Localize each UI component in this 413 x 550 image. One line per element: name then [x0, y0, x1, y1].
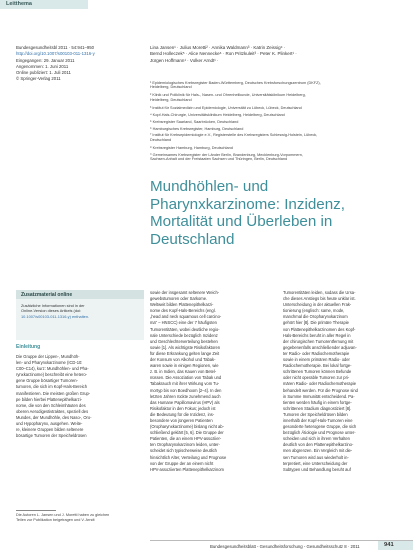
- article-title: [150, 178, 400, 248]
- body-text-line: „head and neck squamous cell carcino-: [150, 314, 222, 320]
- rubric-label: Leitthema: [6, 1, 32, 7]
- body-text-line: schließend geklärt [5, 6]. Die Gruppe der: [150, 430, 224, 436]
- body-text-line: der Konsum von Alkohol und Tabak-: [150, 357, 216, 363]
- body-text-line: che dieses Anstiegs bis heute unklar ist.: [283, 296, 356, 302]
- publication-meta: [16, 45, 146, 83]
- body-text-line: gehört hier [8]. Die primäre Therapie: [283, 320, 349, 326]
- affiliation-line-cont: Heidelberg, Deutschland: [150, 85, 192, 90]
- supplementary-heading: Zusatzmaterial online: [21, 291, 73, 298]
- page-number: 941: [384, 542, 394, 548]
- body-text-line: Tumorentitäten leiden, sodass die Ursa-: [283, 290, 356, 295]
- rubric-bar: [0, 0, 88, 9]
- body-text-line: behandelt werden. Für die Prognose sind: [283, 387, 358, 393]
- author-line: Lina Jansen¹ · Julius Moretti² · Annika Waldmann³ · Katrin Zeissig⁴ ·: [150, 45, 286, 50]
- body-text-line: ma“ – HNSCC) eine der 7 häufigsten: [150, 320, 217, 326]
- doi-link[interactable]: http://doi.org/10.1007/s00103-011-1316-y: [16, 51, 95, 57]
- body-text-line: z. B. in Indien, das Kauen von Betel-: [150, 369, 217, 375]
- body-text-line: gesonderte heterogene Gruppe, die sich: [283, 424, 357, 430]
- received-date: Eingegangen: 29. Januar 2011: [16, 57, 75, 63]
- body-text-line: scheidet sich typischerweise deutlich: [150, 448, 217, 454]
- body-text-line: innerhalb der Kopf-Hals-Tumoren eine: [283, 417, 353, 423]
- affiliation-line-cont: Heidelberg, Deutschland: [150, 97, 192, 102]
- author-line: Jürgen Hoffmann¹ · Volker Arndt¹ ·: [150, 57, 219, 63]
- affiliation-line-cont: Sachsen-Anhalt und der Freistaaten Sachsen und Thüringen, Berlin, Deutschland: [150, 157, 288, 162]
- body-text-line: die Bedeutung für die Inzidenz, ins-: [150, 411, 215, 417]
- body-text-line: das Humane Papillomavirus (HPV) als: [150, 399, 220, 405]
- body-text-line: mortyp bis von Boedhoom [2–4]. In den: [150, 387, 222, 393]
- supplementary-box: [16, 290, 144, 340]
- body-text-line: schrittenen Tumoren können Befunde: [283, 369, 352, 375]
- footer-divider: [150, 540, 413, 541]
- body-text-line: gewebstumoren oder Sarkome.: [150, 296, 208, 302]
- body-text-line: Radiochemotherapie. Bei lokal fortge-: [283, 363, 352, 369]
- footnote-line: Teilen zur Publikation beigetragen und V. Arndt: [16, 518, 95, 522]
- body-text-line: gene Gruppe bösartiger Tumoren-: [16, 378, 78, 384]
- copyright-line: © Springer-Verlag 2011: [16, 76, 61, 82]
- body-text-line: hinsichtlich Alter, Verteilung und Prognose: [150, 454, 227, 460]
- affiliation-line: ² Klinik und Poliklinik für Hals-, Nasen- und Ohrenheilkunde, Universitätsklinikum Heidelberg,: [150, 93, 306, 98]
- body-text-line: sen Tumoren wird aus wiederholt in-: [283, 454, 349, 460]
- body-text-line: bösartige Tumoren der Speicheldrüsen: [16, 433, 87, 439]
- body-text-line: in Summe Immunität entscheidend. Pa-: [283, 393, 355, 399]
- body-text-line: besondere von jüngeren Patienten: [150, 417, 213, 423]
- title-line: Mortalität und Überleben in: [150, 213, 333, 230]
- body-text-line: von Plattenepithelkarzinomen des Kopf-: [283, 326, 356, 332]
- body-text-line: Mundes, der Mundhöhle, des Naso-, Oro-: [16, 414, 92, 420]
- body-text-line: sowie [1]. Als wichtigste Risikofaktoren: [150, 344, 221, 350]
- body-text-line: ten Oropharynxkarzinom leiden, unter-: [150, 442, 220, 448]
- body-text-line: nome des Kopf-Hals-Bereichs (engl.: [150, 308, 216, 314]
- body-column-1: [16, 354, 134, 439]
- body-text-line: pe bilden hierbei Plattenepithelkarzi-: [16, 396, 82, 402]
- body-text-line: nüssen. Die Assoziation von Tabak und: [150, 375, 222, 381]
- body-text-line: Risikofaktor in den Fokus; jedoch ist: [150, 405, 216, 411]
- affiliation-line: ¹ Epidemiologisches Krebsregister Baden-Württemberg, Deutsches Krebsforschungszentrum (DKFZ),: [150, 81, 321, 85]
- affiliation-list: [150, 80, 395, 164]
- accepted-date: Angenommen: 1. Juni 2011: [16, 63, 69, 69]
- body-column-3: [283, 290, 401, 473]
- body-text-line: und Geschlechterverteilung bestehen: [150, 338, 218, 344]
- body-text-line: waren sowie in einigen Regionen, wie: [150, 363, 219, 369]
- body-text-line: re, kleinere Gruppen bilden seltenere: [16, 427, 84, 433]
- body-text-line: nale Unterschiede bezüglich Inzidenz: [150, 332, 218, 338]
- title-line: Mundhöhlen- und: [150, 178, 269, 195]
- body-text-line: Subtypen und Behandlung beruht auf: [283, 466, 351, 472]
- journal-citation: Bundesgesundheitsbl 2011 · 54:941–950: [16, 45, 95, 50]
- footnote-line: Die Autoren L. Jansen und J. Moretti haben zu gleichen: [16, 513, 110, 517]
- body-text-line: sowie der insgesamt seltenere Weich-: [150, 290, 220, 295]
- body-text-line: gegebenenfalls anschließender adjuvan-: [283, 344, 357, 350]
- body-text-line: bezüglich Ätiologie und Prognose unter-: [283, 430, 356, 436]
- body-text-line: Die Gruppe der Lippen-, Mundhöh-: [16, 354, 80, 359]
- supplementary-header: [16, 290, 144, 299]
- affiliation-line: ⁹ Gemeinsames Krebsregister der Länder Berlin, Brandenburg, Mecklenburg-Vorpommern,: [150, 152, 303, 157]
- title-line: Deutschland: [150, 230, 235, 248]
- affiliation-line: ⁴ Kopf-Hals-Chirurgie, Universitätsklinikum Heidelberg, Heidelberg, Deutschland: [150, 112, 285, 117]
- supplementary-doi-link[interactable]: 10.1007/s00103-011-1316-y) enthalten.: [21, 313, 90, 319]
- affiliation-line: ⁶ Hamburgisches Krebsregister, Hamburg, Deutschland: [150, 126, 244, 131]
- body-text-line: oder nicht operable Tumoren zur pri-: [283, 375, 350, 381]
- body-text-line: ter Radio- oder Radiochemotherapie: [283, 350, 350, 356]
- affiliation-line: ⁵ Krebsregister Saarland, Saarbrücken, Deutschland: [150, 119, 239, 124]
- body-text-line: terpretiert, eine Unterscheidung der: [283, 460, 348, 466]
- body-text-line: Hals-Bereichs beruht in aller Regel in: [283, 332, 351, 338]
- body-text-line: Tabakrauch mit ihrer Wirkung vom Tu-: [150, 381, 220, 387]
- author-line: Bernd Holleczek⁵ · Alice Nennecke⁶ · Ron Pritzkuleit³ · Peter K. Plinkert¹ ·: [150, 51, 297, 57]
- body-text-line: scheiden und sich in ihrem Verhalten: [283, 436, 350, 442]
- body-text-line: von der Gruppe der an einem nicht: [150, 460, 214, 466]
- body-text-line: Patienten, die an einem HPV-assoziier-: [150, 436, 222, 442]
- supplementary-line: Zusätzliche Informationen sind in der: [21, 303, 85, 308]
- body-text-line: Unterscheidung in der aktuellen Frak-: [283, 302, 352, 308]
- affiliation-line: ⁷ Institut für Krebsepidemiologie e.V., Registerstelle des Krebsregisters Schleswig-Holstein, Lübeck,: [150, 133, 318, 138]
- affiliation-line-cont: Deutschland: [150, 137, 172, 142]
- body-text-line: der chirurgischen Tumorentfernung mit: [283, 338, 354, 344]
- footnote-divider: [16, 510, 56, 511]
- body-text-line: manifestieren. Die meisten großen Grup-: [16, 390, 91, 396]
- body-text-line: schrittenen Stadium diagnostiziert [8].: [283, 405, 352, 411]
- body-text-line: mären Radio- oder Radiochemotherapie: [283, 381, 357, 387]
- body-text-line: manchmal die Oropharynxkarzinom: [283, 314, 348, 320]
- affiliation-line: ³ Institut für Sozialmedizin und Epidemiologie, Universität zu Lübeck, Lübeck, Deutschland: [150, 105, 302, 110]
- page-number-box: [378, 541, 413, 550]
- body-text-line: tienten werden häufig in einem fortge-: [283, 399, 352, 405]
- affiliation-line: ⁸ Krebsregister Hamburg, Hamburg, Deutschland: [150, 145, 233, 150]
- body-text-line: Tumorentitäten, wobei deutliche regio-: [150, 326, 220, 332]
- author-list: [150, 45, 395, 64]
- body-column-2: [150, 290, 268, 473]
- body-text-line: deutlich von den Plattenepithelkarzino-: [283, 442, 354, 448]
- supplementary-body: [21, 303, 89, 319]
- body-text-line: tionierung (englisch: same, mode,: [283, 308, 345, 314]
- body-text-line: C00–C14), kurz: Mundhöhlen- und Pha-: [16, 366, 89, 372]
- published-date: Online publiziert: 1. Juli 2011: [16, 70, 71, 76]
- body-text-line: für diese Erkrankung gelten lange Zeit: [150, 350, 220, 356]
- body-text-line: HPV-assoziierten Plattenepithelkarzinom: [150, 466, 224, 472]
- body-text-line: Weltweit bilden Plattenepithelkarzi-: [150, 302, 214, 308]
- supplementary-line: Online-Version dieses Artikels (doi:: [21, 308, 82, 314]
- body-text-line: Tumoren der Speicheldrüsen bilden: [283, 411, 348, 417]
- body-text-line: tumoren, die sich im Kopf-Hals-Bereich: [16, 384, 87, 390]
- body-text-line: letzten Jahren rückte zunehmend auch: [150, 393, 221, 399]
- body-text-line: und Hypopharynx, ausgehen. Weite-: [16, 421, 83, 427]
- body-text-line: rynxkarzinome) beschreibt eine hetero-: [16, 372, 87, 378]
- body-text-line: men abgrenzen. Ein Vergleich mit die-: [283, 448, 353, 454]
- body-text-line: (Oropharynxkarzinome) bislang nicht ab-: [150, 424, 224, 430]
- body-text-line: len- und Pharynxkarzinome (ICD-10:: [16, 360, 83, 366]
- title-line: Pharynxkarzinome: Inzidenz,: [150, 195, 345, 213]
- journal-footer: Bundesgesundheitsblatt - Gesundheitsforschung - Gesundheitsschutz 8 · 2011: [210, 544, 360, 549]
- section-heading: Einleitung: [16, 344, 41, 350]
- footnote: [16, 513, 109, 523]
- body-text-line: oberen Aerodigestivtraktes, speziell des: [16, 408, 89, 414]
- body-text-line: sowie in einem primären Radio- oder: [283, 357, 350, 363]
- body-text-line: nome, die von den Schleimhäuten des: [16, 402, 86, 408]
